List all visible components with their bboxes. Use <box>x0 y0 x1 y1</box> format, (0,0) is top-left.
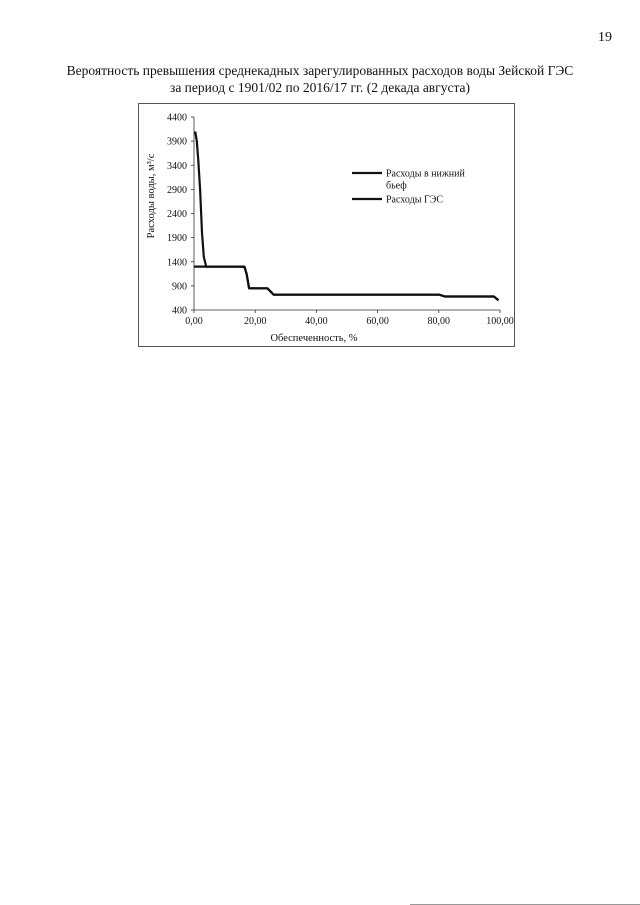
legend-label-2: Расходы ГЭС <box>386 194 443 206</box>
x-tick-label: 20,00 <box>243 316 267 327</box>
y-tick-label: 900 <box>172 281 187 293</box>
y-tick-label: 1900 <box>167 233 187 245</box>
y-tick-label: 400 <box>172 305 187 317</box>
page-number: 19 <box>598 30 612 45</box>
x-tick-label: 80,00 <box>427 316 451 327</box>
chart-title <box>0 62 640 96</box>
x-tick-label: 0,00 <box>185 316 203 327</box>
legend-label-1: Расходы в нижний <box>386 168 465 180</box>
flow-probability-chart <box>138 103 515 347</box>
y-tick-label: 2900 <box>167 184 187 196</box>
x-tick-label: 100,00 <box>486 316 514 327</box>
y-tick-label: 2400 <box>167 209 187 220</box>
x-tick-label: 60,00 <box>366 316 389 327</box>
y-tick-label: 3900 <box>167 136 187 148</box>
y-tick-label: 3400 <box>167 160 187 172</box>
chart-title-line-2: за период с 1901/02 по 2016/17 гг. (2 декада августа) <box>169 80 471 95</box>
x-axis-label: Обеспеченность, % <box>270 333 358 344</box>
series-line-2 <box>194 267 499 301</box>
series-line-1 <box>195 132 498 301</box>
y-tick-label: 1400 <box>167 257 187 269</box>
x-tick-label: 40,00 <box>305 316 328 327</box>
chart-title-line-1: Вероятность превышения среднекадных зарегулированных расходов воды Зейской ГЭС <box>66 63 574 78</box>
y-axis-label: Расходы воды, м³/с <box>146 153 157 239</box>
y-tick-label: 4400 <box>167 112 187 124</box>
legend-label-1-cont: бьеф <box>386 180 407 192</box>
